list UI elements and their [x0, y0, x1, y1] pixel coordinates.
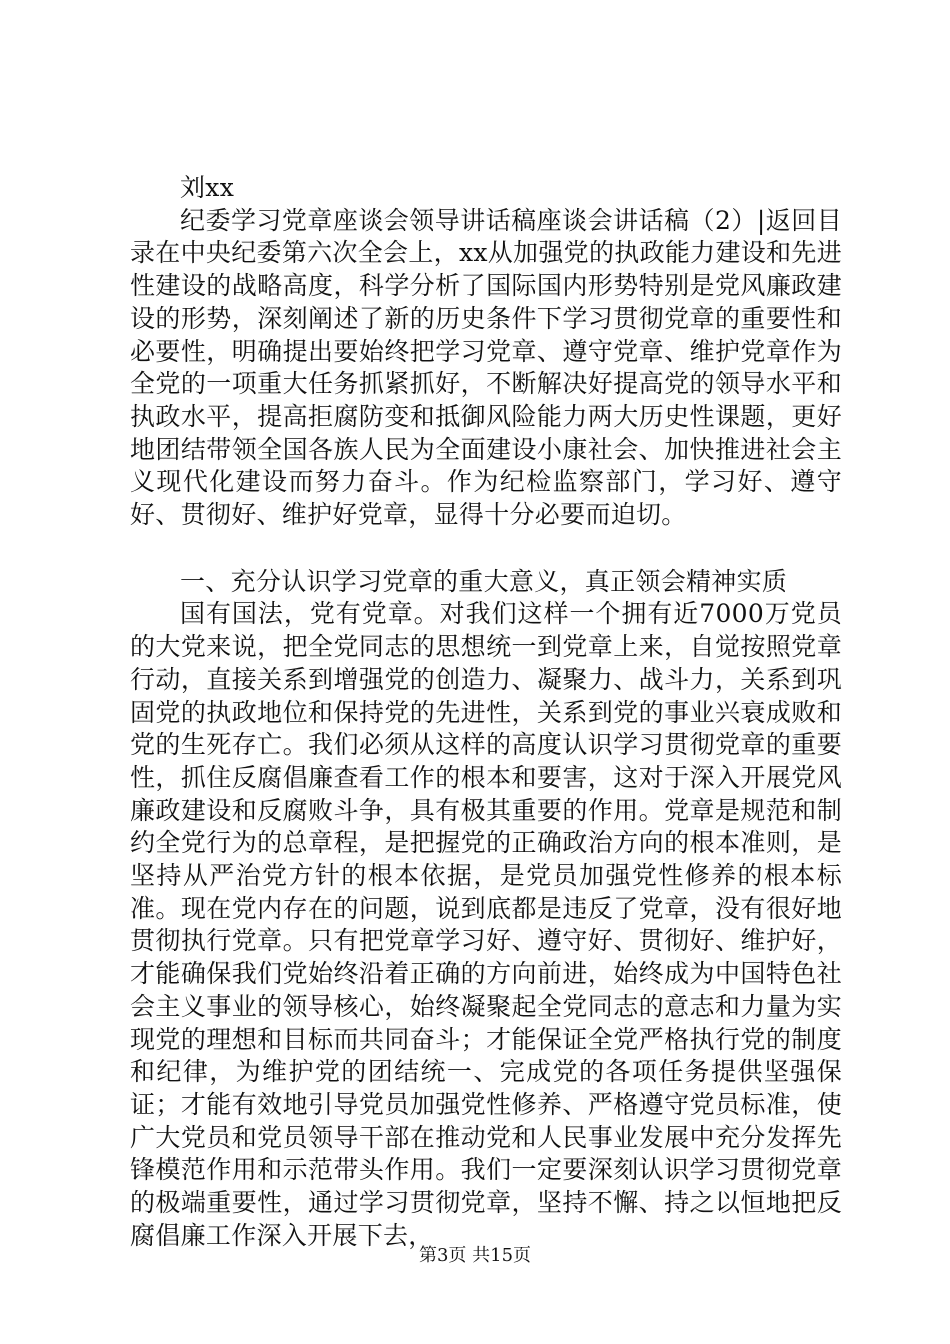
- intro-paragraph: 纪委学习党章座谈会领导讲话稿座谈会讲话稿（2）|返回目录在中央纪委第六次全会上，xx从加强党的执政能力建设和先进性建设的战略高度，科学分析了国际国内形势特别是党风廉政建设的形势，深刻阐述了新的历史条件下学习贯彻党章的重要性和必要性，明确提出要始终把学习党章、遵守党章、维护党章作为全党的一项重大任务抓紧抓好，不断解决好提高党的领导水平和执政水平，提高拒腐防变和抵御风险能力两大历史性课题，更好地团结带领全国各族人民为全面建设小康社会、加快推进社会主义现代化建设而努力奋斗。作为纪检监察部门，学习好、遵守好、贯彻好、维护好党章，显得十分必要而迫切。: [130, 205, 842, 530]
- paragraph-gap: [130, 532, 842, 566]
- document-body: [130, 172, 842, 1253]
- body-paragraph: 国有国法，党有党章。对我们这样一个拥有近7000万党员的大党来说，把全党同志的思想统一到党章上来，自觉按照党章行动，直接关系到增强党的创造力、凝聚力、战斗力，关系到巩固党的执政地位和保持党的先进性，关系到党的事业兴衰成败和党的生死存亡。我们必须从这样的高度认识学习贯彻党章的重要性，抓住反腐倡廉查看工作的根本和要害，这对于深入开展党风廉政建设和反腐败斗争，具有极其重要的作用。党章是规范和制约全党行为的总章程，是把握党的正确政治方向的根本准则，是坚持从严治党方针的根本依据，是党员加强党性修养的根本标准。现在党内存在的问题，说到底都是违反了党章，没有很好地贯彻执行党章。只有把党章学习好、遵守好、贯彻好、维护好，才能确保我们党始终沿着正确的方向前进，始终成为中国特色社会主义事业的领导核心，始终凝聚起全党同志的意志和力量为实现党的理想和目标而共同奋斗；才能保证全党严格执行党的制度和纪律，为维护党的团结统一、完成党的各项任务提供坚强保证；才能有效地引导党员加强党性修养、严格遵守党员标准，使广大党员和党员领导干部在推动党和人民事业发展中充分发挥先锋模范作用和示范带头作用。我们一定要深刻认识学习贯彻党章的极端重要性，通过学习贯彻党章，坚持不懈、持之以恒地把反腐倡廉工作深入开展下去，: [130, 599, 842, 1250]
- author-line: 刘xx: [180, 173, 235, 202]
- section-heading: 一、充分认识学习党章的重大意义，真正领会精神实质: [180, 566, 788, 596]
- page-number-footer: 第3页 共15页: [418, 1245, 532, 1266]
